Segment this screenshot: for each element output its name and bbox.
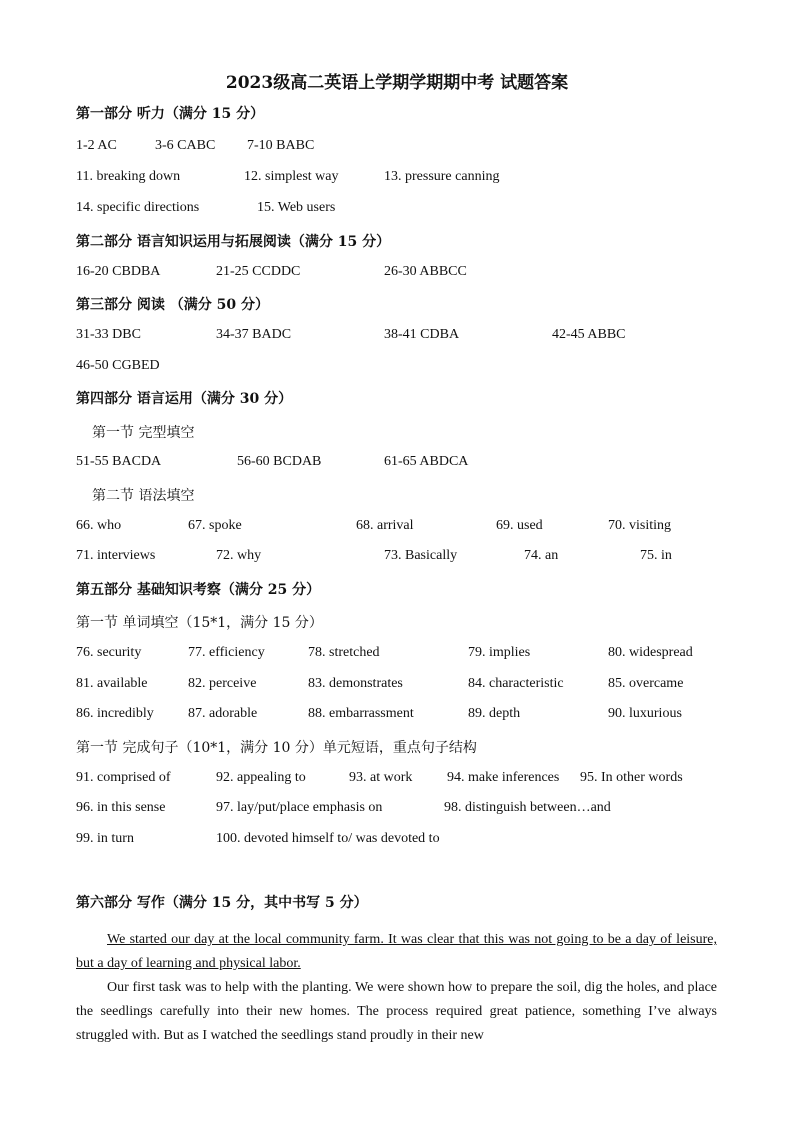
part2-heading: 第二部分 语言知识运用与拓展阅读（满分 15 分）	[76, 234, 391, 250]
answer-cell: 7-10 BABC	[247, 138, 315, 153]
section-heading: 第二节 语法填空	[92, 488, 195, 504]
answer-cell: 81. available	[76, 676, 148, 691]
answer-cell: 15. Web users	[257, 200, 336, 215]
answer-cell: 78. stretched	[308, 645, 380, 660]
essay	[76, 928, 717, 1048]
answer-cell: 99. in turn	[76, 831, 134, 846]
answer-cell: 79. implies	[468, 645, 531, 660]
answer-cell: 75. in	[640, 548, 672, 563]
answer-cell: 82. perceive	[188, 676, 257, 691]
section-heading: 第一节 完成句子（10*1，满分 10 分）单元短语，重点句子结构	[76, 740, 477, 756]
answer-cell: 90. luxurious	[608, 706, 682, 721]
answer-cell: 92. appealing to	[216, 770, 306, 785]
answer-cell: 96. in this sense	[76, 800, 166, 815]
answer-cell: 86. incredibly	[76, 706, 154, 721]
answer-cell: 85. overcame	[608, 676, 684, 691]
answer-cell: 91. comprised of	[76, 770, 171, 785]
section-heading: 第一节 完型填空	[92, 425, 195, 441]
answer-cell: 70. visiting	[608, 518, 672, 533]
answer-cell: 89. depth	[468, 706, 521, 721]
answer-cell: 46-50 CGBED	[76, 358, 160, 373]
answer-cell: 14. specific directions	[76, 200, 200, 215]
answer-cell: 84. characteristic	[468, 676, 564, 691]
answer-cell: 74. an	[524, 548, 559, 563]
answer-cell: 88. embarrassment	[308, 706, 414, 721]
answer-cell: 72. why	[216, 548, 262, 563]
answer-cell: 94. make inferences	[447, 770, 560, 785]
answer-cell: 80. widespread	[608, 645, 693, 660]
answer-cell: 3-6 CABC	[155, 138, 216, 153]
page-title: 2023级高二英语上学期学期期中考 试题答案	[225, 73, 569, 93]
answer-cell: 42-45 ABBC	[552, 327, 626, 342]
answer-cell: 11. breaking down	[76, 169, 181, 184]
part3-heading: 第三部分 阅读 （满分 50 分）	[76, 297, 269, 313]
answer-cell: 1-2 AC	[76, 138, 117, 153]
answer-cell: 71. interviews	[76, 548, 156, 563]
part6-heading: 第六部分 写作（满分 15 分，其中书写 5 分）	[76, 895, 368, 911]
answer-cell: 73. Basically	[384, 548, 458, 563]
answer-cell: 66. who	[76, 518, 122, 533]
answer-cell: 76. security	[76, 645, 142, 660]
answer-cell: 67. spoke	[188, 518, 242, 533]
answer-cell: 98. distinguish between…and	[444, 800, 611, 815]
answer-cell: 13. pressure canning	[384, 169, 500, 184]
part4-heading: 第四部分 语言运用（满分 30 分）	[76, 391, 293, 407]
answer-cell: 51-55 BACDA	[76, 454, 162, 469]
answer-cell: 95. In other words	[580, 770, 683, 785]
answer-cell: 87. adorable	[188, 706, 258, 721]
part1-heading: 第一部分 听力（满分 15 分）	[76, 106, 265, 122]
section-heading: 第一节 单词填空（15*1，满分 15 分）	[76, 615, 323, 631]
answer-cell: 16-20 CBDBA	[76, 264, 161, 279]
answer-cell: 83. demonstrates	[308, 676, 403, 691]
answer-cell: 93. at work	[349, 770, 413, 785]
answer-cell: 12. simplest way	[244, 169, 339, 184]
answer-cell: 97. lay/put/place emphasis on	[216, 800, 383, 815]
answer-cell: 38-41 CDBA	[384, 327, 460, 342]
answer-cell: 100. devoted himself to/ was devoted to	[216, 831, 440, 846]
answer-cell: 34-37 BADC	[216, 327, 292, 342]
answer-cell: 26-30 ABBCC	[384, 264, 467, 279]
answer-cell: 77. efficiency	[188, 645, 265, 660]
essay-paragraph: Our first task was to help with the planting. We were shown how to prepare the soil, dig the holes, and place the seedlings carefully into their new homes. The process required great patience, something I’ve always struggled with. But as I watched the seedlings stand proudly in their new	[76, 980, 717, 1043]
answer-cell: 69. used	[496, 518, 543, 533]
essay-paragraph: We started our day at the local community farm. It was clear that this was not going to be a day of leisure, but a day of learning and physical labor.	[76, 932, 717, 971]
part5-heading: 第五部分 基础知识考察（满分 25 分）	[76, 582, 321, 598]
answer-cell: 21-25 CCDDC	[216, 264, 301, 279]
answer-cell: 31-33 DBC	[76, 327, 141, 342]
answer-cell: 56-60 BCDAB	[237, 454, 322, 469]
answer-cell: 68. arrival	[356, 518, 414, 533]
answer-cell: 61-65 ABDCA	[384, 454, 469, 469]
